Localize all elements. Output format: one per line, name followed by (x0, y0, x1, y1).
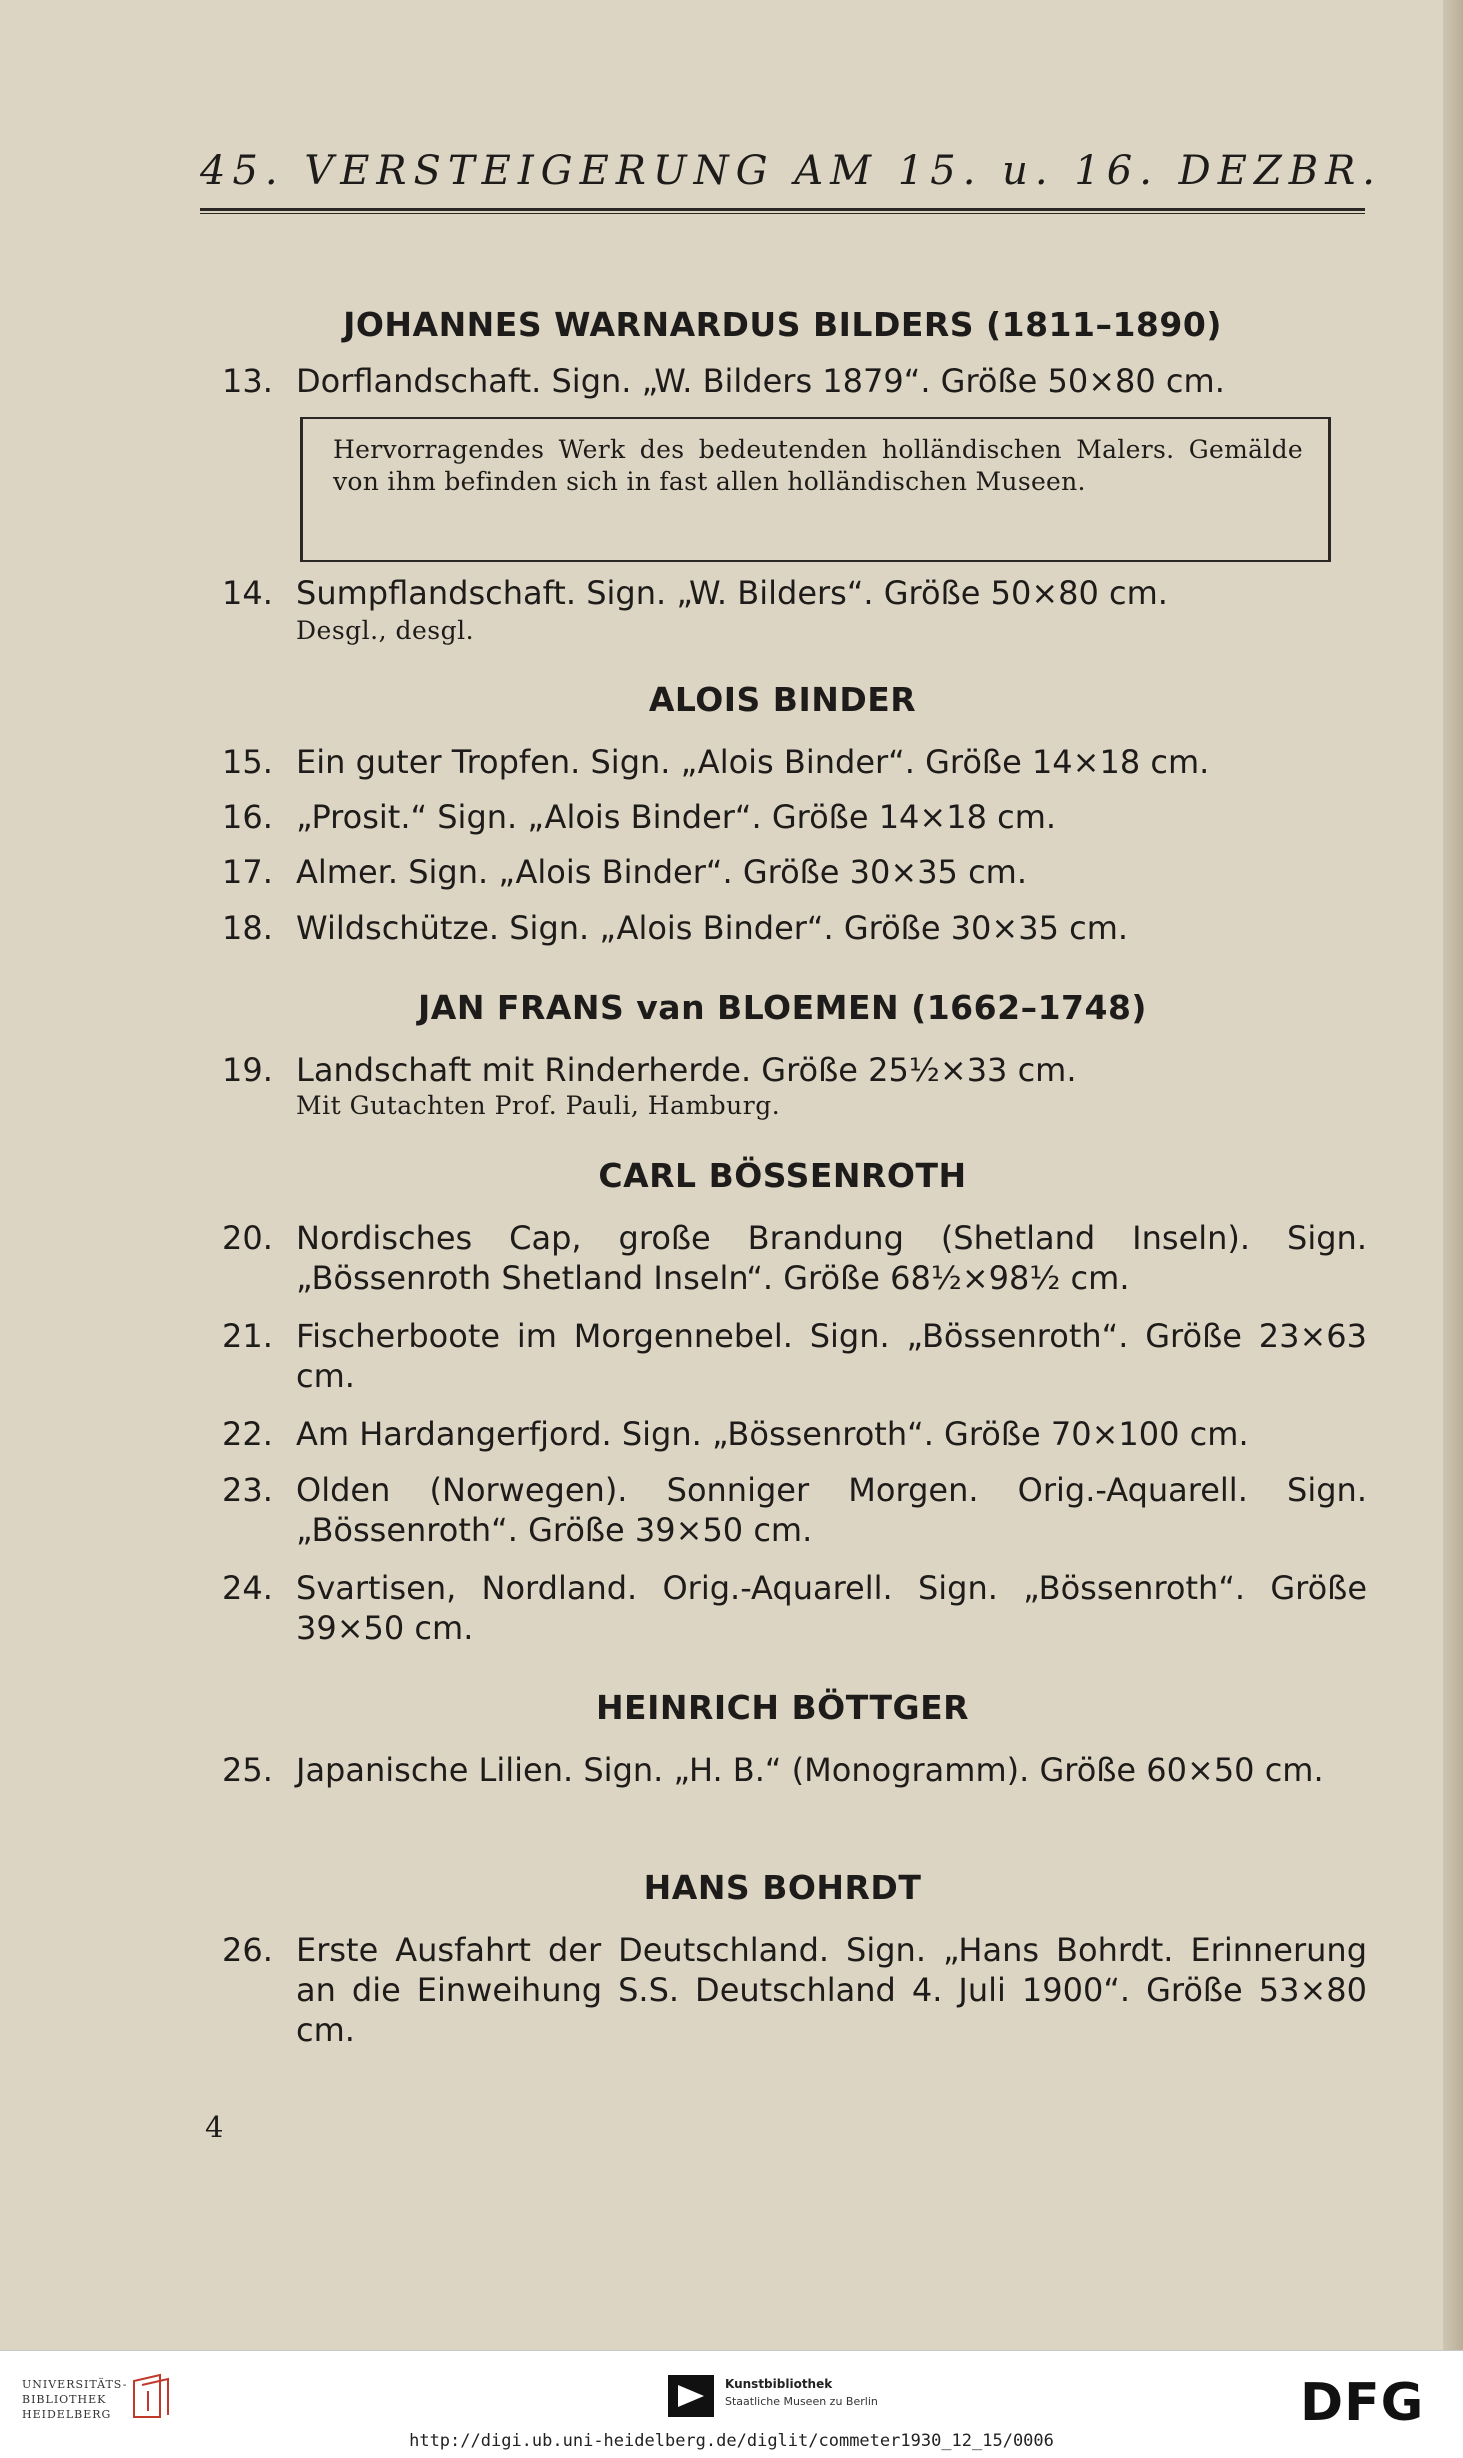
lot-23 (222, 1470, 1367, 1550)
lot-19 (222, 1050, 1367, 1090)
lot-24 (222, 1568, 1367, 1648)
lot-description: Fischerboote im Morgennebel. Sign. „Bössenroth“. Größe 23×63 cm. (296, 1317, 1367, 1395)
dfg-logo: DFG (1300, 2373, 1425, 2433)
lot-20 (222, 1218, 1367, 1298)
lot-number: 22. (222, 1415, 273, 1453)
lot-14 (222, 573, 1367, 613)
logo-line: UNIVERSITÄTS- (22, 2378, 128, 2391)
lot-number: 13. (222, 362, 273, 400)
lot-number: 26. (222, 1931, 273, 1969)
lot-description: Am Hardangerfjord. Sign. „Bössenroth“. Größe 70×100 cm. (296, 1415, 1249, 1453)
lot-13 (222, 361, 1367, 401)
lot-description: Nordisches Cap, große Brandung (Shetland Inseln). Sign. „Bössenroth Shetland Inseln“. Größe 68½×98½ cm. (296, 1219, 1367, 1297)
header-rule-thin (200, 213, 1365, 214)
kunstbibliothek-subtitle: Staatliche Museen zu Berlin (725, 2395, 878, 2408)
lot-description: Almer. Sign. „Alois Binder“. Größe 30×35 cm. (296, 853, 1028, 891)
lot-number: 23. (222, 1471, 273, 1509)
lot-description: „Prosit.“ Sign. „Alois Binder“. Größe 14×18 cm. (296, 798, 1057, 836)
lot-21 (222, 1316, 1367, 1396)
page-edge (1443, 0, 1463, 2350)
university-logo-icon (130, 2371, 174, 2421)
lot-description: Erste Ausfahrt der Deutschland. Sign. „Hans Bohrdt. Erinnerung an die Einweihung S.S. Deutschland 4. Juli 1900“. Größe 53×80 cm. (296, 1931, 1367, 2049)
running-head: 45. VERSTEIGERUNG AM 15. u. 16. DEZBR. (200, 148, 1382, 194)
lot-number: 19. (222, 1051, 273, 1089)
artist-heading-bilders: JOHANNES WARNARDUS BILDERS (1811–1890) (343, 305, 1222, 344)
lot-number: 16. (222, 798, 273, 836)
lot-16 (222, 797, 1367, 837)
lot-number: 18. (222, 909, 273, 947)
lot-15 (222, 742, 1367, 782)
note-box-text: Hervorragendes Werk des bedeutenden holländischen Malers. Gemälde von ihm befinden sich in fast allen holländischen Museen. (333, 435, 1303, 496)
lot-19-note: Mit Gutachten Prof. Pauli, Hamburg. (296, 1091, 781, 1120)
lot-number: 25. (222, 1751, 273, 1789)
lot-14-note: Desgl., desgl. (296, 616, 475, 645)
lot-description: Svartisen, Nordland. Orig.-Aquarell. Sign. „Bössenroth“. Größe 39×50 cm. (296, 1569, 1367, 1647)
kunstbibliothek-name: Kunstbibliothek (725, 2377, 833, 2391)
lot-number: 17. (222, 853, 273, 891)
viewer-footer (0, 2350, 1463, 2458)
artist-heading-bloemen: JAN FRANS van BLOEMEN (1662–1748) (418, 988, 1147, 1027)
lot-17 (222, 852, 1367, 892)
lot-number: 24. (222, 1569, 273, 1607)
header-rule (200, 208, 1365, 211)
university-library-logo-text (22, 2377, 127, 2422)
lot-description: Japanische Lilien. Sign. „H. B.“ (Monogramm). Größe 60×50 cm. (296, 1751, 1324, 1789)
lot-number: 21. (222, 1317, 273, 1355)
artist-heading-bohrdt: HANS BOHRDT (643, 1868, 922, 1907)
kunstbibliothek-logo-icon (668, 2375, 714, 2417)
lot-number: 15. (222, 743, 273, 781)
lot-18 (222, 908, 1367, 948)
artist-heading-binder: ALOIS BINDER (648, 680, 917, 719)
lot-25 (222, 1750, 1367, 1790)
page-number: 4 (205, 2110, 224, 2144)
lot-number: 20. (222, 1219, 273, 1257)
lot-description: Wildschütze. Sign. „Alois Binder“. Größe 30×35 cm. (296, 909, 1129, 947)
lot-description: Olden (Norwegen). Sonniger Morgen. Orig.-Aquarell. Sign. „Bössenroth“. Größe 39×50 cm. (296, 1471, 1367, 1549)
note-box (300, 417, 1331, 562)
artist-heading-boessenroth: CARL BÖSSENROTH (598, 1156, 967, 1195)
lot-22 (222, 1414, 1367, 1454)
lot-description: Landschaft mit Rinderherde. Größe 25½×33 cm. (296, 1051, 1077, 1089)
lot-number: 14. (222, 574, 273, 612)
lot-26 (222, 1930, 1367, 2050)
lot-description: Dorflandschaft. Sign. „W. Bilders 1879“. Größe 50×80 cm. (296, 362, 1225, 400)
logo-line: BIBLIOTHEK (22, 2393, 107, 2406)
artist-heading-boettger: HEINRICH BÖTTGER (595, 1688, 970, 1727)
logo-line: HEIDELBERG (22, 2408, 112, 2421)
lot-description: Ein guter Tropfen. Sign. „Alois Binder“. Größe 14×18 cm. (296, 743, 1210, 781)
lot-description: Sumpflandschaft. Sign. „W. Bilders“. Größe 50×80 cm. (296, 574, 1168, 612)
page-url-link[interactable]: http://digi.ub.uni-heidelberg.de/diglit/commeter1930_12_15/0006 (409, 2431, 1054, 2451)
